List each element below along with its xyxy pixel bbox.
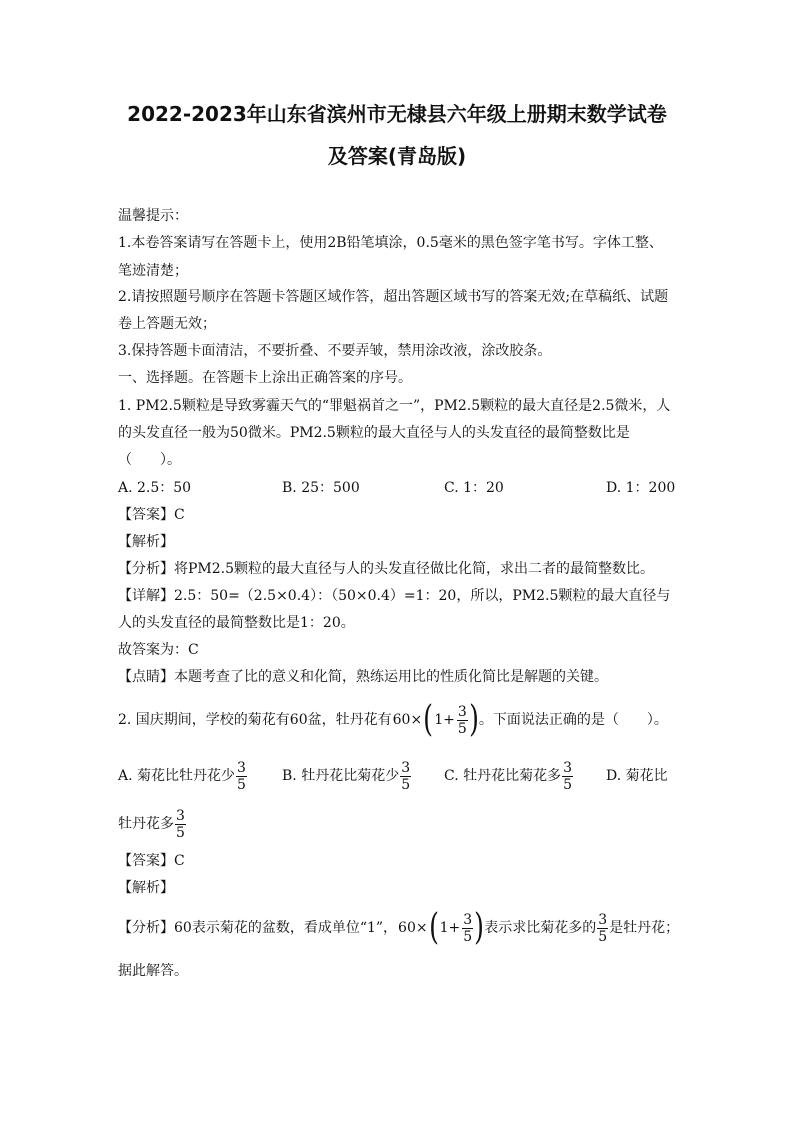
- document-title-line1: 2022-2023年山东省滨州市无棣县六年级上册期末数学试卷: [127, 102, 667, 126]
- q2-fenxi-end: 据此解答。: [118, 963, 188, 979]
- q1-stem-a: 1. PM2.5颗粒是导致雾霾天气的“罪魁祸首之一”，PM2.5颗粒的最大直径是2.5微米，人: [118, 398, 671, 414]
- q1-option-a: A. 2.5：50: [118, 480, 192, 496]
- q2-option-d-cont: 牡丹花多 $\frac{3}{5}$: [118, 807, 185, 841]
- q2-stem-pre: 2. 国庆期间，学校的菊花有60盆，牡丹花有: [118, 712, 392, 728]
- right-paren: ): [468, 699, 479, 740]
- q2-option-c: C. 牡丹花比菊花多 $\frac{3}{5}$: [444, 759, 573, 793]
- section-heading: 一、选择题。在答题卡上涂出正确答案的序号。: [118, 370, 412, 386]
- q1-stem-b: 的头发直径一般为50微米。PM2.5颗粒的最大直径与人的头发直径的最简整数比是: [118, 425, 630, 441]
- fraction-3-5: $\frac{3}{5}$: [457, 703, 467, 737]
- fraction-3-5: $\frac{3}{5}$: [463, 911, 473, 945]
- q2-jiexi: 【解析】: [118, 880, 174, 896]
- fraction-3-5: $\frac{3}{5}$: [563, 759, 573, 793]
- q1-option-b: B. 25：500: [282, 480, 360, 496]
- q2-option-d: D. 菊花比: [606, 768, 668, 784]
- q2-option-b: B. 牡丹花比菊花少 $\frac{3}{5}$: [282, 759, 411, 793]
- fraction-3-5: $\frac{3}{5}$: [237, 759, 246, 793]
- q1-final-answer: 故答案为：C: [118, 642, 199, 658]
- left-paren: (: [423, 699, 434, 740]
- q1-jiexi: 【解析】: [118, 534, 174, 550]
- q1-xiangjie-b: 人的头发直径的最简整数比是1：20。: [118, 615, 355, 631]
- q1-xiangjie-a: 【详解】2.5：50=（2.5×0.4）：（50×0.4）=1：20，所以，PM2.5颗粒的最大直径与: [118, 588, 671, 604]
- q2-expression: 60× ( 1+ $\frac{3}{5}$ ): [398, 907, 485, 948]
- notice-item-1b: 笔迹清楚；: [118, 263, 188, 279]
- q2-answer: 【答案】C: [118, 853, 185, 869]
- q2-expression: [392, 700, 479, 740]
- q1-answer: 【答案】C: [118, 507, 185, 523]
- fraction-3-5: $\frac{3}{5}$: [598, 911, 608, 945]
- q2-fenxi: 【分析】60表示菊花的盆数，看成单位“1”， 60× ( 1+ $\frac{3}{5}$ ) 表示求比菊花多的 $\frac{3}{5}$ 是牡丹花；: [118, 907, 680, 948]
- q1-stem-c: （ ）。: [118, 452, 181, 468]
- q2-option-a: A. 菊花比牡丹花少 $\frac{3}{5}$: [118, 759, 246, 793]
- q1-option-c: C. 1：20: [444, 480, 504, 496]
- fraction-3-5: $\frac{3}{5}$: [401, 759, 411, 793]
- notice-heading: 温馨提示：: [118, 208, 188, 224]
- notice-item-2b: 卷上答题无效；: [118, 316, 216, 332]
- notice-item-3: 3.保持答题卡面清洁，不要折叠、不要弄皱，禁用涂改液，涂改胶条。: [118, 343, 552, 359]
- document-title-line2: 及答案(青岛版): [327, 144, 467, 168]
- q1-option-d: D. 1：200: [606, 480, 676, 496]
- q2-expr-1plus: 1+: [434, 712, 455, 728]
- left-paren: (: [428, 907, 439, 948]
- notice-item-2a: 2.请按照题号顺序在答题卡答题区域作答，超出答题区域书写的答案无效;在草稿纸、试题: [118, 289, 669, 305]
- notice-item-1a: 1.本卷答案请写在答题卡上，使用2B铅笔填涂，0.5毫米的黑色签字笔书写。字体工整、: [118, 235, 663, 251]
- q2-stem-post: 。下面说法正确的是（ ）。: [478, 712, 668, 728]
- q1-dianjing: 【点睛】本题考查了比的意义和化简，熟练运用比的性质化简比是解题的关键。: [118, 669, 608, 685]
- q2-expr-60: 60×: [392, 712, 423, 728]
- right-paren: ): [474, 907, 485, 948]
- q2-stem: [118, 700, 668, 740]
- fraction-3-5: $\frac{3}{5}$: [176, 807, 185, 841]
- q1-fenxi: 【分析】将PM2.5颗粒的最大直径与人的头发直径做比化简，求出二者的最简整数比。: [118, 561, 655, 577]
